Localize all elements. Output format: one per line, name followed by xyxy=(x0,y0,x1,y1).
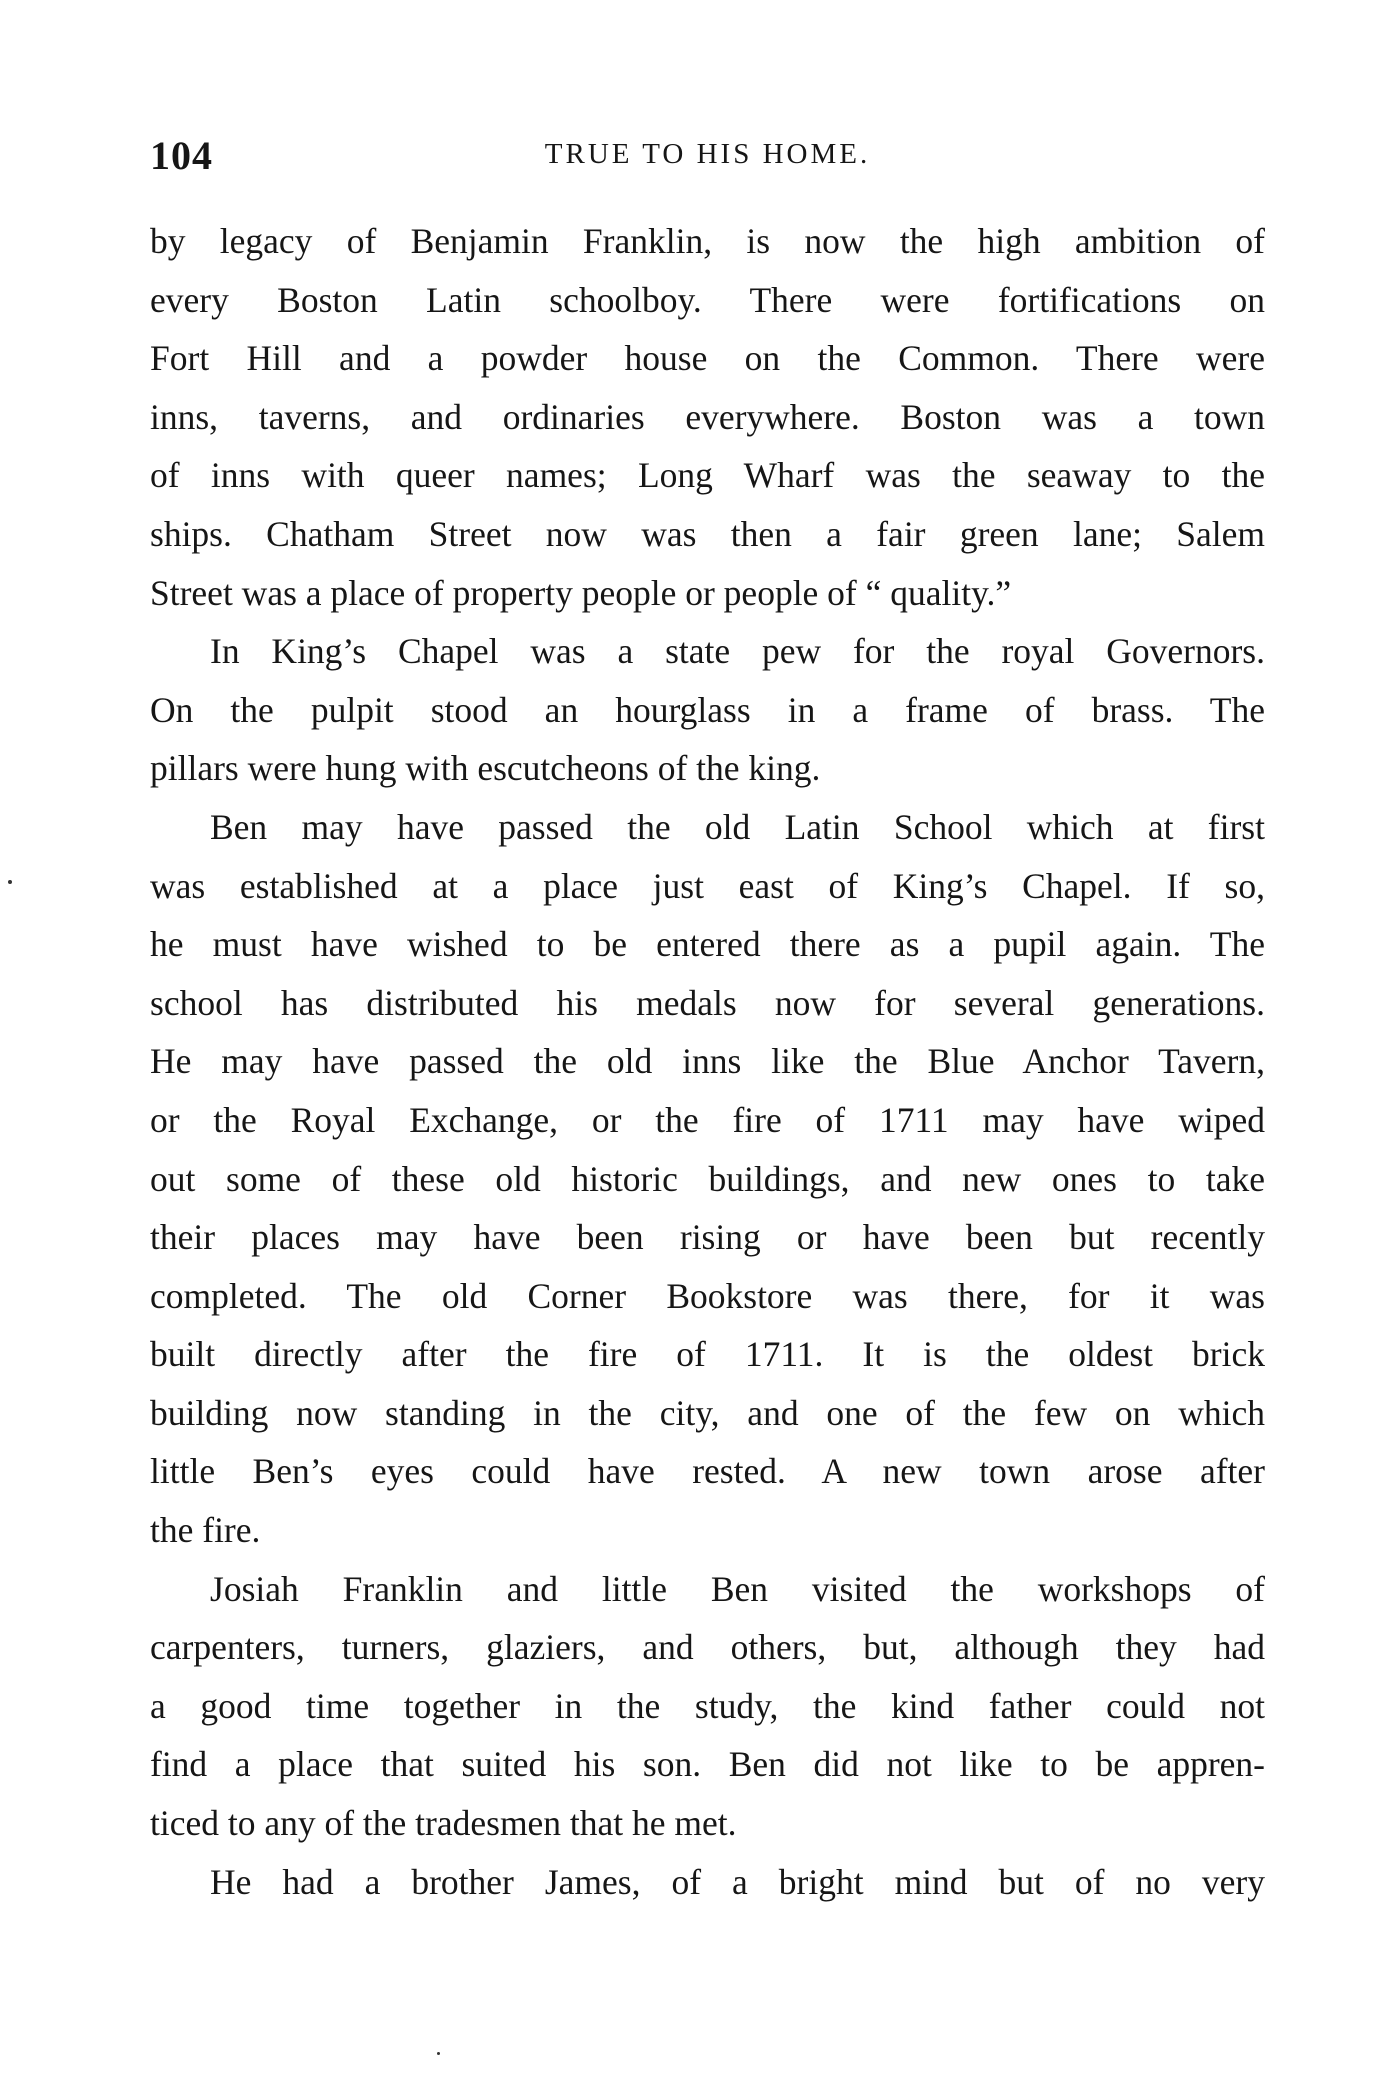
text-line: he must have wished to be entered there as a pupil again. The xyxy=(150,924,1265,965)
text-line: carpenters, turners, glaziers, and others, but, although they had xyxy=(150,1627,1265,1668)
text-line: find a place that suited his son. Ben did not like to be appren- xyxy=(150,1744,1265,1785)
text-line: ships. Chatham Street now was then a fair green lane; Salem xyxy=(150,513,1265,554)
ink-speck xyxy=(8,880,12,884)
paragraph xyxy=(150,1560,1265,1853)
paragraph xyxy=(150,798,1265,1560)
text-line: He may have passed the old inns like the Blue Anchor Tavern, xyxy=(150,1041,1265,1082)
text-line: Street was a place of property people or people of “ quality.” xyxy=(150,572,1012,613)
text-line: school has distributed his medals now for several generations. xyxy=(150,982,1265,1023)
text-line: In King’s Chapel was a state pew for the royal Governors. xyxy=(210,631,1265,672)
text-line: On the pulpit stood an hourglass in a frame of brass. The xyxy=(150,689,1265,730)
text-line: He had a brother James, of a bright mind but of no very xyxy=(210,1861,1265,1902)
page-number: 104 xyxy=(150,133,213,178)
text-line: or the Royal Exchange, or the fire of 1711 may have wiped xyxy=(150,1099,1265,1140)
ink-speck xyxy=(437,2052,440,2055)
text-line: built directly after the fire of 1711. It is the oldest brick xyxy=(150,1334,1265,1375)
text-line: of inns with queer names; Long Wharf was the seaway to the xyxy=(150,455,1265,496)
page-header xyxy=(150,132,1265,182)
text-line: Fort Hill and a powder house on the Common. There were xyxy=(150,338,1265,379)
text-line: a good time together in the study, the kind father could not xyxy=(150,1685,1265,1726)
text-line: every Boston Latin schoolboy. There were fortifications on xyxy=(150,279,1265,320)
paragraph xyxy=(150,622,1265,798)
body-text xyxy=(150,212,1265,1911)
text-line: little Ben’s eyes could have rested. A new town arose after xyxy=(150,1451,1265,1492)
text-line: by legacy of Benjamin Franklin, is now the high ambition of xyxy=(150,221,1265,261)
paragraph xyxy=(150,212,1265,622)
text-line: was established at a place just east of King’s Chapel. If so, xyxy=(150,865,1265,906)
text-line: building now standing in the city, and one of the few on which xyxy=(150,1392,1265,1433)
text-line: completed. The old Corner Bookstore was there, for it was xyxy=(150,1275,1265,1316)
text-line: ticed to any of the tradesmen that he met. xyxy=(150,1803,737,1844)
text-line: out some of these old historic buildings, and new ones to take xyxy=(150,1158,1265,1199)
text-line: Ben may have passed the old Latin School which at first xyxy=(210,806,1265,847)
text-line: the fire. xyxy=(150,1510,261,1551)
running-title: TRUE TO HIS HOME. xyxy=(544,138,871,170)
text-line: inns, taverns, and ordinaries everywhere. Boston was a town xyxy=(150,396,1265,437)
paragraph xyxy=(150,1853,1265,1912)
text-line: pillars were hung with escutcheons of the king. xyxy=(150,748,821,789)
text-line: their places may have been rising or have been but recently xyxy=(150,1217,1265,1258)
text-line: Josiah Franklin and little Ben visited the workshops of xyxy=(210,1568,1265,1609)
